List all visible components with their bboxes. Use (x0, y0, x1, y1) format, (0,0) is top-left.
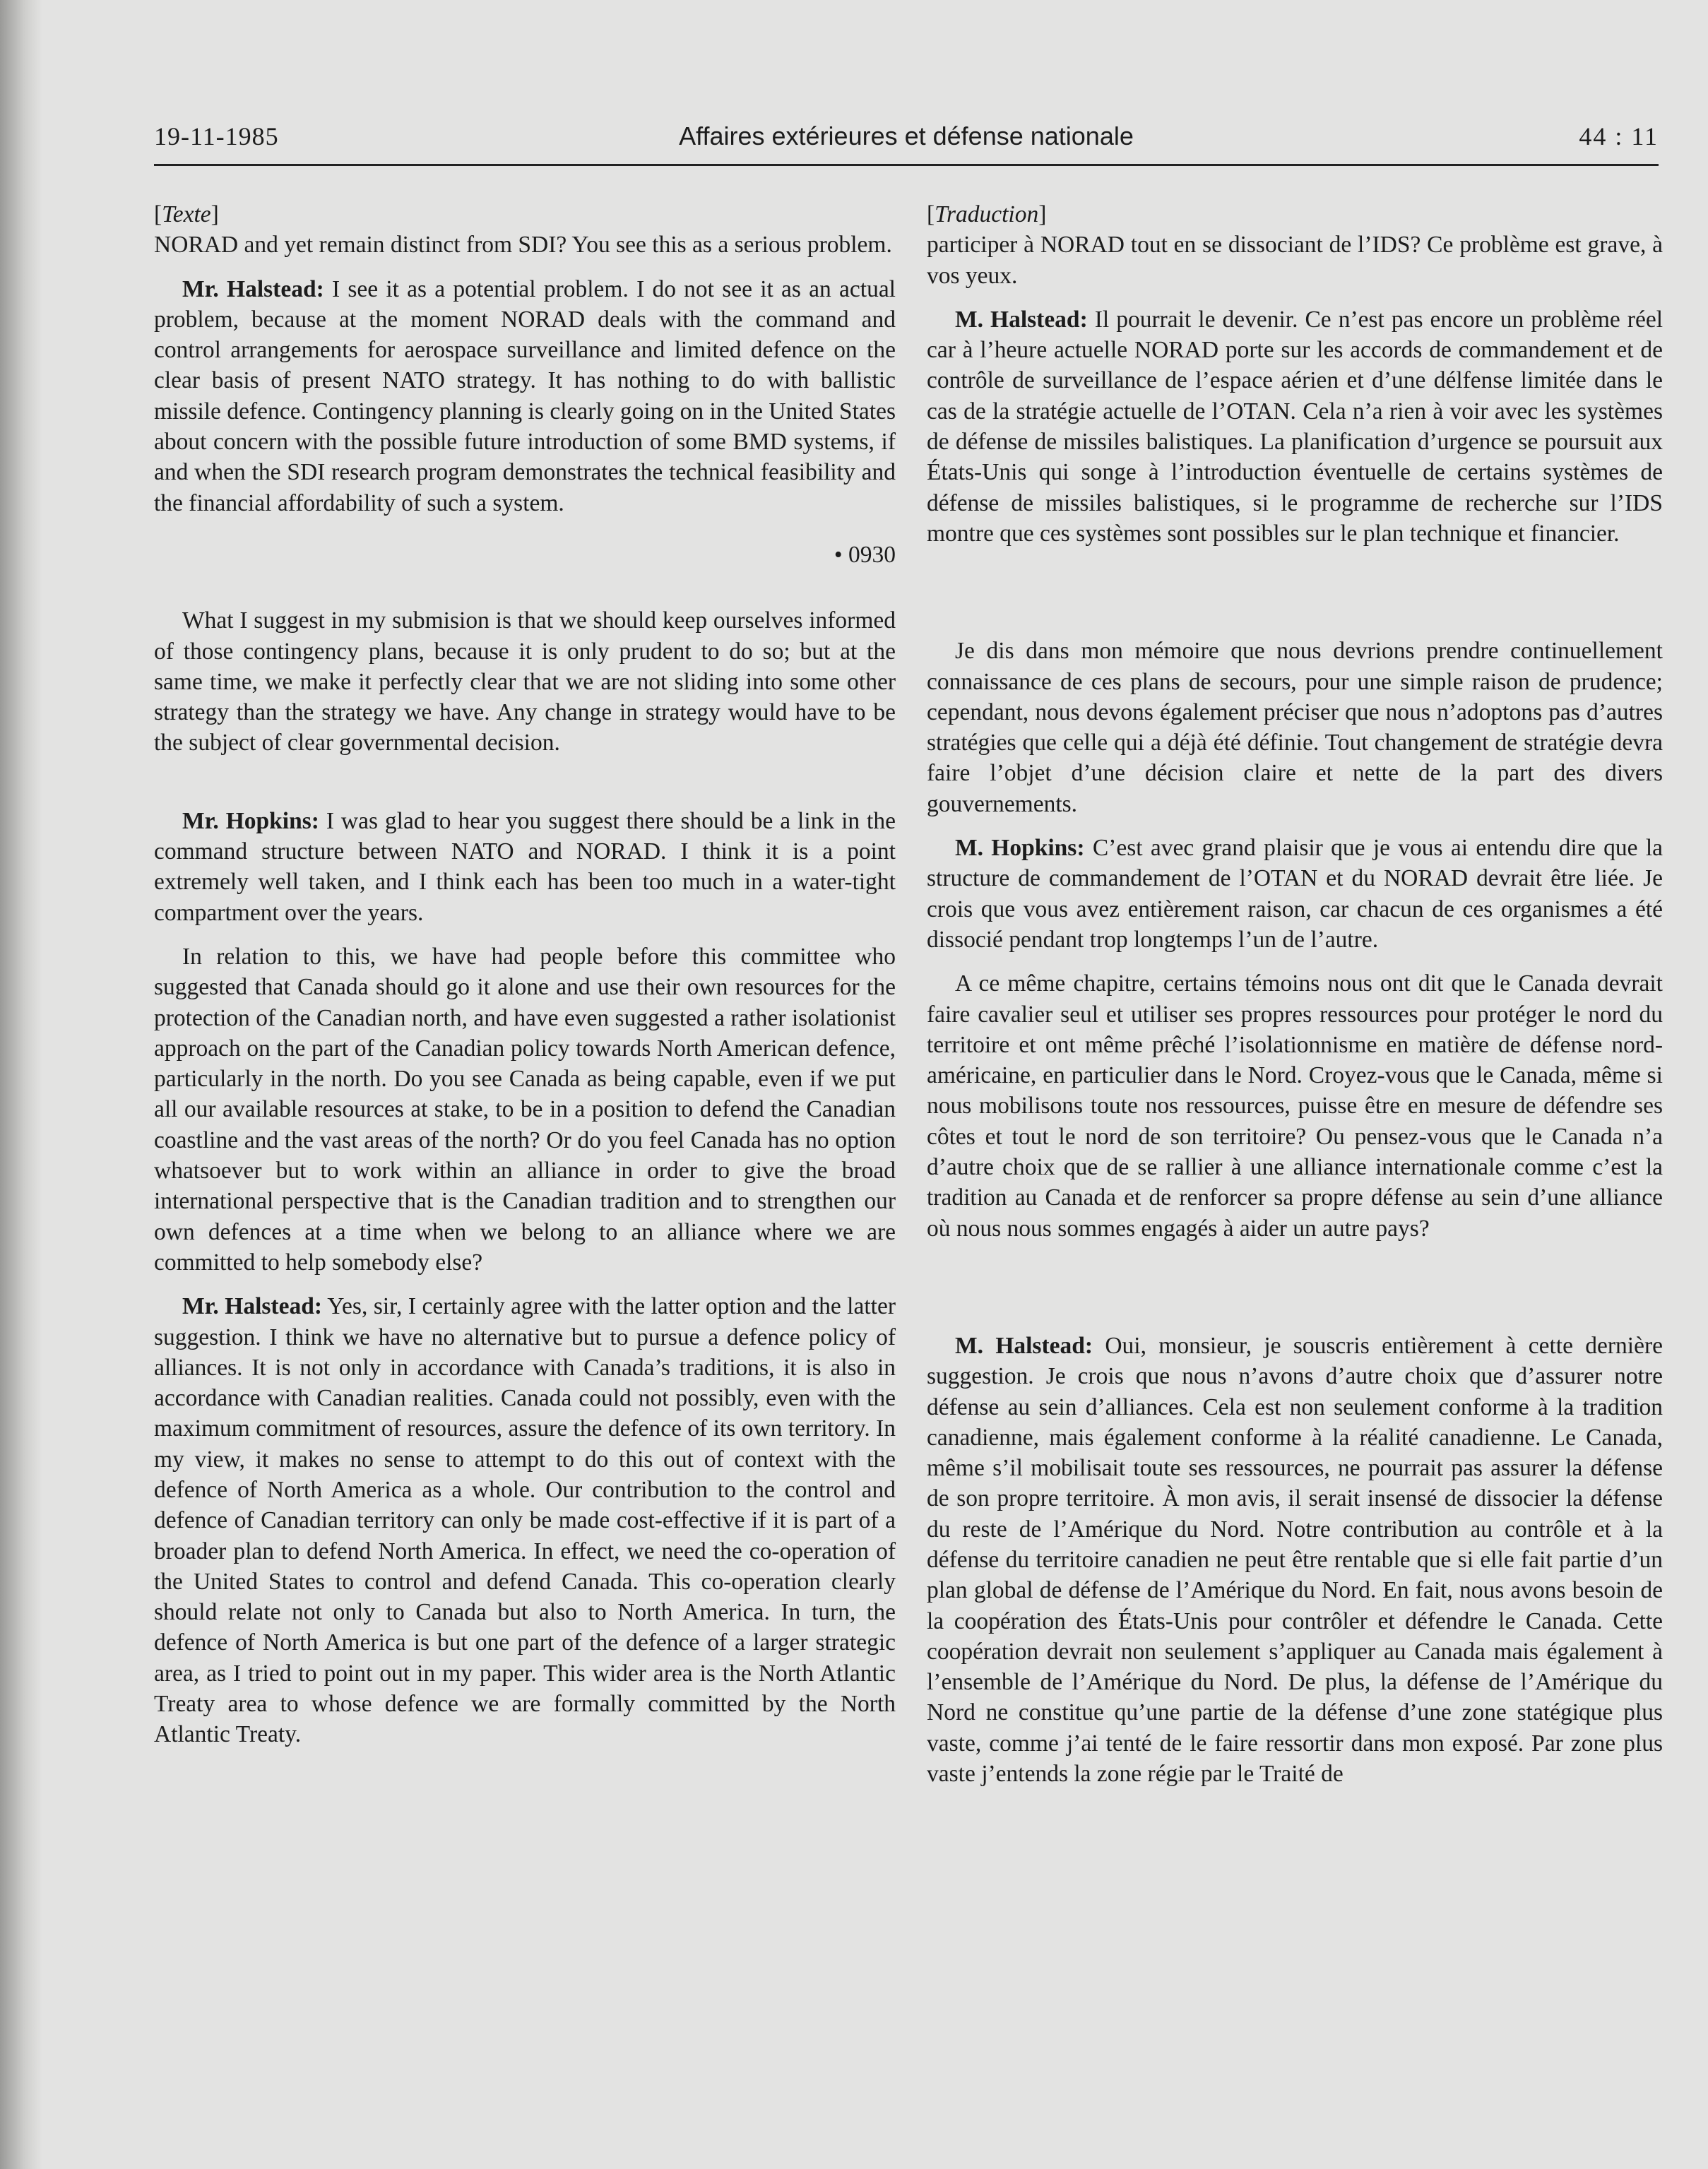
section-label: [Traduction] (927, 201, 1047, 227)
paragraph (927, 304, 1663, 549)
section-label-text: Traduction (935, 201, 1039, 227)
paragraph: A ce même chapitre, certains témoins nous ont dit que le Canada devrait faire cavalier seul et utiliser ses propres ressources pour protéger le nord du territoire et ont même prêché l’isolationnisme en matière de défense nord-américaine, en particulier dans le Nord. Croyez-vous que le Canada, même si nous mobilisons toute nos ressources, puisse être en mesure de défendre ses côtes et tout le nord de son territoire? Ou pensez-vous que le Canada n’a d’autre choix que de se rallier à une alliance internationale comme c’est la tradition au Canada et de renforcer sa propre défense au sein d’une alliance où nous nous sommes engagés à aider un autre pays? (927, 970, 1663, 1242)
speaker-name: M. Halstead: (955, 1332, 1093, 1359)
paragraph (154, 806, 896, 928)
speaker-name: Mr. Halstead: (182, 275, 324, 302)
time-marker: • 0930 (834, 541, 896, 568)
section-label-text: Texte (162, 201, 211, 227)
speaker-name: Mr. Halstead: (182, 1293, 322, 1320)
spacer (154, 772, 896, 806)
speech-text: Yes, sir, I certainly agree with the latter option and the latter suggestion. I think we have no alternative but to pursue a defence policy of alliances. It is not only in accordance with Canada’s traditions, it is also in accordance with Canadian realities. Canada could not possibly, even with the maximum commitment of resources, assure the defence of its own territory. In my view, it makes no sense to attempt to do this out of context with the defence of North America as a whole. Our contribution to the control and defence of Canadian territory can only be made cost-effective if it is part of a broader plan to defend North America. In effect, we need the co-operation of the United States to control and defend Canada. This co-operation clearly should relate not only to Canada but also to North America. In turn, the defence of North America is but one part of the defence of a larger strategic area, as I tried to point out in my paper. This wider area is the North Atlantic Treaty area to whose defence we are formally committed by the North Atlantic Treaty. (154, 1293, 896, 1748)
paragraph: Je dis dans mon mémoire que nous devrions prendre continuellement connaissance de ces plans de secours, pour une simple raison de prudence; cependant, nous devons également préciser que nous n’adoptons pas d’autres stratégies que celle qui a déjà été définie. Tout changement de stratégie devra faire l’objet d’une décision claire et nette de la part des divers gouvernements. (927, 638, 1663, 817)
english-column (154, 199, 896, 1764)
speech-text: Il pourrait le devenir. Ce n’est pas encore un problème réel car à l’heure actuelle NORAD porte sur les accords de commandement et de contrôle de surveillance de l’espace aérien et d’une délfense limitée dans le cas de la stratégie actuelle de l’OTAN. Cela n’a rien à voir avec les systèmes de défense de missiles balistiques. La planification d’urgence se poursuit aux États-Unis qui songe à l’introduction éventuelle de certains systèmes de défense de missiles balistiques, si le programme de recherche sur l’IDS montre que ces systèmes sont possibles sur le plan technique et financier. (927, 306, 1663, 547)
speech-text: I see it as a potential problem. I do not see it as an actual problem, because at the moment NORAD deals with the command and control arrangements for aerospace surveillance and limited defence on the clear basis of present NATO strategy. It has nothing to do with ballistic missile defence. Contingency planning is clearly going on in the United States about concern with the possible future introduction of some BMD systems, if and when the SDI research program demonstrates the technical feasibility and the financial affordability of such a system. (154, 275, 896, 516)
header-date: 19-11-1985 (154, 122, 279, 150)
binding-shadow (0, 0, 42, 2169)
speech-text: C’est avec grand plaisir que je vous ai entendu dire que la structure de commandement de l’OTAN et du NORAD devrait être liée. Je crois que vous avez entièrement raison, car chacun de ces organismes a été dissocié pendant trop longtemps l’un de l’autre. (927, 835, 1663, 953)
paragraph: NORAD and yet remain distinct from SDI? You see this as a serious problem. (154, 232, 892, 259)
paragraph: What I suggest in my submision is that we should keep ourselves informed of those contingency plans, because it is only prudent to do so; but at the same time, we make it perfectly clear that we are not sliding into some other strategy than the strategy we have. Any change in strategy would have to be the subject of clear governmental decision. (154, 607, 896, 756)
speech-text: Oui, monsieur, je souscris entièrement à cette dernière suggestion. Je crois que nous n’avons d’autre choix que d’assurer notre défense au sein d’alliances. Cela est non seulement conforme à la tradition canadienne, mais également conforme à la réalité canadienne. Le Canada, même s’il mobilisait toute ses ressources, ne pourrait pas assurer la défense de son propre territoire. À mon avis, il serait insensé de dissocier la défense du reste de l’Amérique du Nord. Notre contribution au contrôle et à la défense du territoire canadien ne peut être rentable que si elle fait partie d’un plan global de défense de l’Amérique du Nord. En fait, nous avons besoin de la coopération des États-Unis pour contrôler et défendre le Canada. Cette coopération devrait non seulement s’appliquer au Canada mais également à l’ensemble de l’Amérique du Nord. De plus, la défense de l’Amérique du Nord ne constitue qu’une partie de la défense d’une zone statégique plus vaste, comme j’ai tenté de le faire ressortir dans mon exposé. Par zone plus vaste j’entends la zone régie par le Traité de (927, 1332, 1663, 1788)
speech-text: I was glad to hear you suggest there should be a link in the command structure between NATO and NORAD. I think it is a point extremely well taken, and I think each has been too much in a water-tight compartment over the years. (154, 807, 896, 926)
header-page-number: 44 : 11 (1579, 122, 1659, 150)
paragraph (927, 833, 1663, 955)
paragraph: participer à NORAD tout en se dissociant de l’IDS? Ce problème est grave, à vos yeux. (927, 232, 1663, 289)
spacer (927, 1257, 1663, 1331)
paragraph (927, 1331, 1663, 1789)
paragraph (154, 1291, 896, 1749)
section-label: [Texte] (154, 201, 219, 227)
paragraph (154, 274, 896, 518)
speaker-name: M. Hopkins: (955, 835, 1085, 862)
spacer (927, 562, 1663, 636)
speaker-name: M. Halstead: (955, 306, 1088, 333)
header-title: Affaires extérieures et défense nationale (679, 121, 1134, 150)
french-column (927, 199, 1663, 1802)
speaker-name: Mr. Hopkins: (182, 807, 319, 834)
paragraph: In relation to this, we have had people before this committee who suggested that Canada should go it alone and use their own resources for the protection of the Canadian north, and have even suggested a rather isolationist approach on the part of the Canadian policy towards North American defence, particularly in the north. Do you see Canada as being capable, even if we put all our available resources at stake, to be in a position to defend the Canadian coastline and the vast areas of the north? Or do you feel Canada has no option whatsoever but to work within an alliance in order to give the broad international perspective that is the Canadian tradition and to strengthen our own defences at a time when we belong to an alliance where we are committed to help somebody else? (154, 943, 896, 1276)
page-header (154, 121, 1659, 166)
